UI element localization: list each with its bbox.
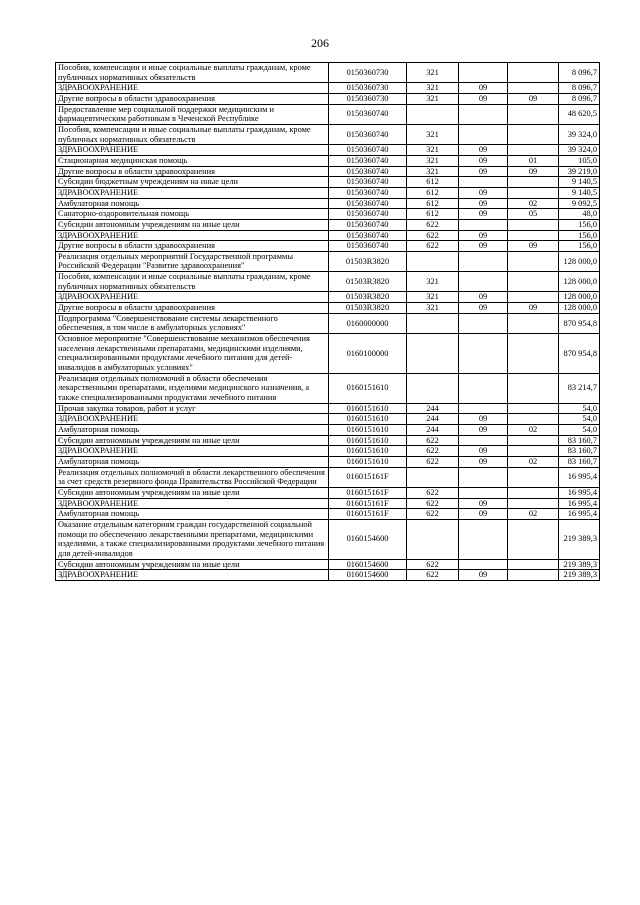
row-vr-cell: 321	[407, 63, 459, 83]
row-pr-cell: 09	[508, 93, 559, 104]
row-sum-cell: 156,0	[559, 219, 600, 230]
row-vr-cell: 612	[407, 209, 459, 220]
row-vr-cell: 321	[407, 292, 459, 303]
page-number: 206	[311, 36, 329, 50]
row-rz-cell: 09	[459, 446, 508, 457]
row-vr-cell: 612	[407, 187, 459, 198]
budget-table	[55, 62, 600, 581]
row-csr-cell: 0150360740	[329, 230, 407, 241]
row-vr-cell: 244	[407, 424, 459, 435]
table-row	[56, 272, 600, 292]
row-vr-cell: 622	[407, 498, 459, 509]
row-vr-cell: 321	[407, 303, 459, 314]
row-pr-cell: 09	[508, 303, 559, 314]
row-csr-cell: 016015161F	[329, 498, 407, 509]
row-name-cell: Санаторно-оздоровительная помощь	[56, 209, 329, 220]
row-csr-cell: 0160151610	[329, 424, 407, 435]
row-sum-cell: 156,0	[559, 241, 600, 252]
row-rz-cell: 09	[459, 303, 508, 314]
row-rz-cell	[459, 104, 508, 124]
row-pr-cell	[508, 373, 559, 403]
row-pr-cell	[508, 487, 559, 498]
row-csr-cell: 0160100000	[329, 334, 407, 374]
row-name-cell: ЗДРАВООХРАНЕНИЕ	[56, 498, 329, 509]
row-sum-cell: 870 954,8	[559, 334, 600, 374]
row-vr-cell	[407, 373, 459, 403]
row-pr-cell: 02	[508, 198, 559, 209]
row-csr-cell: 0150360730	[329, 83, 407, 94]
row-name-cell: Другие вопросы в области здравоохранения	[56, 93, 329, 104]
row-name-cell: ЗДРАВООХРАНЕНИЕ	[56, 145, 329, 156]
row-vr-cell	[407, 519, 459, 559]
row-name-cell: Другие вопросы в области здравоохранения	[56, 166, 329, 177]
row-name-cell: Амбулаторная помощь	[56, 456, 329, 467]
row-csr-cell: 0160151610	[329, 403, 407, 414]
row-sum-cell: 9 092,5	[559, 198, 600, 209]
row-rz-cell: 09	[459, 83, 508, 94]
budget-table-body	[56, 63, 600, 581]
row-csr-cell: 0160151610	[329, 373, 407, 403]
row-csr-cell: 0150360740	[329, 145, 407, 156]
row-rz-cell: 09	[459, 166, 508, 177]
row-name-cell: Другие вопросы в области здравоохранения	[56, 241, 329, 252]
row-vr-cell: 321	[407, 272, 459, 292]
row-rz-cell	[459, 435, 508, 446]
row-name-cell: Пособия, компенсации и иные социальные выплаты гражданам, кроме публичных нормативных обязательств	[56, 124, 329, 144]
row-rz-cell: 09	[459, 570, 508, 581]
row-name-cell: ЗДРАВООХРАНЕНИЕ	[56, 570, 329, 581]
row-rz-cell	[459, 124, 508, 144]
row-pr-cell: 02	[508, 509, 559, 520]
row-rz-cell: 09	[459, 209, 508, 220]
row-name-cell: Субсидии автономным учреждениям на иные цели	[56, 219, 329, 230]
row-pr-cell	[508, 446, 559, 457]
row-rz-cell: 09	[459, 145, 508, 156]
table-row	[56, 467, 600, 487]
row-vr-cell: 321	[407, 166, 459, 177]
row-sum-cell: 54,0	[559, 414, 600, 425]
row-rz-cell	[459, 334, 508, 374]
row-vr-cell: 321	[407, 93, 459, 104]
row-pr-cell	[508, 251, 559, 271]
row-vr-cell: 321	[407, 155, 459, 166]
row-name-cell: Прочая закупка товаров, работ и услуг	[56, 403, 329, 414]
row-name-cell: Реализация отдельных полномочий в области обеспечения лекарственными препаратами, изделиями медицинского назначения, а также специализированными продуктами лечебного питания	[56, 373, 329, 403]
row-csr-cell: 01503R3820	[329, 272, 407, 292]
row-pr-cell	[508, 145, 559, 156]
table-row	[56, 403, 600, 414]
row-pr-cell	[508, 435, 559, 446]
row-name-cell: ЗДРАВООХРАНЕНИЕ	[56, 414, 329, 425]
table-row	[56, 334, 600, 374]
row-csr-cell: 0150360730	[329, 63, 407, 83]
table-row	[56, 313, 600, 333]
row-sum-cell: 83 160,7	[559, 456, 600, 467]
row-vr-cell: 244	[407, 403, 459, 414]
row-sum-cell: 83 160,7	[559, 435, 600, 446]
row-csr-cell: 0160154600	[329, 559, 407, 570]
table-row	[56, 373, 600, 403]
row-pr-cell	[508, 334, 559, 374]
table-row	[56, 435, 600, 446]
row-csr-cell: 0160154600	[329, 570, 407, 581]
row-rz-cell: 09	[459, 456, 508, 467]
row-rz-cell	[459, 63, 508, 83]
row-name-cell: ЗДРАВООХРАНЕНИЕ	[56, 187, 329, 198]
row-vr-cell: 622	[407, 570, 459, 581]
row-name-cell: Другие вопросы в области здравоохранения	[56, 303, 329, 314]
row-rz-cell	[459, 559, 508, 570]
row-vr-cell: 321	[407, 124, 459, 144]
table-row	[56, 230, 600, 241]
table-row	[56, 187, 600, 198]
row-rz-cell	[459, 487, 508, 498]
row-sum-cell: 54,0	[559, 424, 600, 435]
row-csr-cell: 0160154600	[329, 519, 407, 559]
row-name-cell: Субсидии автономным учреждениям на иные цели	[56, 487, 329, 498]
table-row	[56, 292, 600, 303]
table-row	[56, 498, 600, 509]
row-vr-cell: 622	[407, 446, 459, 457]
table-row	[56, 414, 600, 425]
row-sum-cell: 48 620,5	[559, 104, 600, 124]
row-sum-cell: 83 160,7	[559, 446, 600, 457]
row-name-cell: Амбулаторная помощь	[56, 198, 329, 209]
row-rz-cell: 09	[459, 241, 508, 252]
row-csr-cell: 016015161F	[329, 487, 407, 498]
row-name-cell: ЗДРАВООХРАНЕНИЕ	[56, 83, 329, 94]
row-pr-cell	[508, 570, 559, 581]
row-csr-cell: 0160151610	[329, 435, 407, 446]
row-csr-cell: 01503R3820	[329, 292, 407, 303]
row-rz-cell	[459, 403, 508, 414]
row-name-cell: ЗДРАВООХРАНЕНИЕ	[56, 230, 329, 241]
row-sum-cell: 39 324,0	[559, 124, 600, 144]
row-sum-cell: 105,0	[559, 155, 600, 166]
row-name-cell: Предоставление мер социальной поддержки медицинским и фармацевтическим работникам в Чеченской Республике	[56, 104, 329, 124]
row-vr-cell	[407, 467, 459, 487]
table-row	[56, 177, 600, 188]
row-sum-cell: 16 995,4	[559, 467, 600, 487]
row-vr-cell: 321	[407, 83, 459, 94]
row-csr-cell: 0150360740	[329, 241, 407, 252]
row-pr-cell	[508, 403, 559, 414]
row-vr-cell: 622	[407, 435, 459, 446]
row-rz-cell: 09	[459, 198, 508, 209]
row-sum-cell: 16 995,4	[559, 498, 600, 509]
row-pr-cell	[508, 63, 559, 83]
row-rz-cell: 09	[459, 414, 508, 425]
row-rz-cell: 09	[459, 155, 508, 166]
row-pr-cell	[508, 219, 559, 230]
row-rz-cell	[459, 519, 508, 559]
table-row	[56, 145, 600, 156]
table-row	[56, 209, 600, 220]
row-vr-cell	[407, 334, 459, 374]
row-name-cell: Реализация отдельных полномочий в области лекарственного обеспечения за счет средств резервного фонда Правительства Российской Федерации	[56, 467, 329, 487]
row-rz-cell: 09	[459, 509, 508, 520]
row-pr-cell	[508, 230, 559, 241]
row-pr-cell	[508, 83, 559, 94]
row-pr-cell: 01	[508, 155, 559, 166]
row-rz-cell	[459, 219, 508, 230]
row-rz-cell: 09	[459, 93, 508, 104]
table-row	[56, 509, 600, 520]
row-sum-cell: 8 096,7	[559, 83, 600, 94]
row-vr-cell: 622	[407, 456, 459, 467]
row-pr-cell	[508, 177, 559, 188]
row-rz-cell: 09	[459, 498, 508, 509]
row-rz-cell	[459, 272, 508, 292]
row-name-cell: Стационарная медицинская помощь	[56, 155, 329, 166]
row-csr-cell: 0150360740	[329, 104, 407, 124]
row-sum-cell: 219 389,3	[559, 559, 600, 570]
row-vr-cell: 321	[407, 145, 459, 156]
row-vr-cell: 612	[407, 177, 459, 188]
row-pr-cell: 02	[508, 424, 559, 435]
row-csr-cell: 0160151610	[329, 446, 407, 457]
row-pr-cell: 02	[508, 456, 559, 467]
row-rz-cell: 09	[459, 187, 508, 198]
row-sum-cell: 128 000,0	[559, 272, 600, 292]
row-rz-cell: 09	[459, 424, 508, 435]
row-pr-cell	[508, 187, 559, 198]
row-name-cell: ЗДРАВООХРАНЕНИЕ	[56, 446, 329, 457]
row-sum-cell: 54,0	[559, 403, 600, 414]
row-rz-cell: 09	[459, 292, 508, 303]
row-vr-cell: 244	[407, 414, 459, 425]
row-vr-cell: 622	[407, 219, 459, 230]
table-row	[56, 166, 600, 177]
row-vr-cell: 622	[407, 487, 459, 498]
row-name-cell: Реализация отдельных мероприятий Государственной программы Российской Федерации "Развитие здравоохранения"	[56, 251, 329, 271]
row-pr-cell	[508, 559, 559, 570]
row-rz-cell	[459, 467, 508, 487]
row-name-cell: Пособия, компенсации и иные социальные выплаты гражданам, кроме публичных нормативных обязательств	[56, 63, 329, 83]
table-row	[56, 241, 600, 252]
row-pr-cell	[508, 104, 559, 124]
table-row	[56, 198, 600, 209]
row-name-cell: ЗДРАВООХРАНЕНИЕ	[56, 292, 329, 303]
row-vr-cell: 622	[407, 509, 459, 520]
row-pr-cell	[508, 292, 559, 303]
row-pr-cell	[508, 414, 559, 425]
row-csr-cell: 0150360740	[329, 166, 407, 177]
row-vr-cell: 622	[407, 230, 459, 241]
row-csr-cell: 0150360740	[329, 209, 407, 220]
row-name-cell: Амбулаторная помощь	[56, 424, 329, 435]
table-row	[56, 155, 600, 166]
row-sum-cell: 219 389,3	[559, 519, 600, 559]
row-pr-cell	[508, 467, 559, 487]
row-sum-cell: 83 214,7	[559, 373, 600, 403]
row-sum-cell: 128 000,0	[559, 292, 600, 303]
row-pr-cell	[508, 519, 559, 559]
row-csr-cell: 0160151610	[329, 414, 407, 425]
row-name-cell: Пособия, компенсации и иные социальные выплаты гражданам, кроме публичных нормативных обязательств	[56, 272, 329, 292]
row-sum-cell: 9 140,5	[559, 187, 600, 198]
row-sum-cell: 219 389,3	[559, 570, 600, 581]
row-vr-cell: 612	[407, 198, 459, 209]
row-csr-cell: 0160151610	[329, 456, 407, 467]
table-row	[56, 104, 600, 124]
row-vr-cell	[407, 313, 459, 333]
row-sum-cell: 9 140,5	[559, 177, 600, 188]
table-row	[56, 303, 600, 314]
table-row	[56, 83, 600, 94]
row-name-cell: Субсидии автономным учреждениям на иные цели	[56, 559, 329, 570]
row-sum-cell: 128 000,0	[559, 251, 600, 271]
row-csr-cell: 0150360740	[329, 177, 407, 188]
table-row	[56, 219, 600, 230]
row-csr-cell: 016015161F	[329, 467, 407, 487]
row-csr-cell: 01503R3820	[329, 251, 407, 271]
row-csr-cell: 0150360740	[329, 198, 407, 209]
row-sum-cell: 870 954,8	[559, 313, 600, 333]
row-pr-cell	[508, 124, 559, 144]
table-row	[56, 519, 600, 559]
row-pr-cell: 09	[508, 166, 559, 177]
row-vr-cell	[407, 104, 459, 124]
row-csr-cell: 016015161F	[329, 509, 407, 520]
row-pr-cell: 09	[508, 241, 559, 252]
table-row	[56, 124, 600, 144]
row-csr-cell: 0160000000	[329, 313, 407, 333]
row-rz-cell	[459, 251, 508, 271]
row-sum-cell: 48,0	[559, 209, 600, 220]
row-sum-cell: 8 096,7	[559, 93, 600, 104]
row-name-cell: Субсидии автономным учреждениям на иные цели	[56, 435, 329, 446]
table-row	[56, 570, 600, 581]
row-name-cell: Амбулаторная помощь	[56, 509, 329, 520]
row-sum-cell: 16 995,4	[559, 509, 600, 520]
table-row	[56, 63, 600, 83]
table-row	[56, 559, 600, 570]
row-name-cell: Субсидии бюджетным учреждениям на иные цели	[56, 177, 329, 188]
row-name-cell: Оказание отдельным категориям граждан государственной социальной помощи по обеспечению лекарственными препаратами, медицинскими изделиями, а также специализированными продуктами лечебного питания для детей-инвалидов	[56, 519, 329, 559]
table-row	[56, 456, 600, 467]
row-vr-cell: 622	[407, 559, 459, 570]
row-csr-cell: 0150360740	[329, 124, 407, 144]
row-rz-cell	[459, 373, 508, 403]
row-rz-cell	[459, 177, 508, 188]
row-csr-cell: 0150360740	[329, 187, 407, 198]
row-pr-cell	[508, 272, 559, 292]
table-row	[56, 487, 600, 498]
row-pr-cell: 05	[508, 209, 559, 220]
row-vr-cell	[407, 251, 459, 271]
row-rz-cell: 09	[459, 230, 508, 241]
row-csr-cell: 0150360730	[329, 93, 407, 104]
row-sum-cell: 39 324,0	[559, 145, 600, 156]
row-sum-cell: 16 995,4	[559, 487, 600, 498]
table-row	[56, 251, 600, 271]
row-pr-cell	[508, 498, 559, 509]
row-vr-cell: 622	[407, 241, 459, 252]
row-csr-cell: 01503R3820	[329, 303, 407, 314]
row-sum-cell: 39 219,0	[559, 166, 600, 177]
row-sum-cell: 128 000,0	[559, 303, 600, 314]
table-row	[56, 446, 600, 457]
table-row	[56, 424, 600, 435]
row-csr-cell: 0150360740	[329, 219, 407, 230]
row-sum-cell: 8 096,7	[559, 63, 600, 83]
row-rz-cell	[459, 313, 508, 333]
row-name-cell: Основное мероприятие "Совершенствование механизмов обеспечения населения лекарственными препаратами, медицинскими изделиями, специализированными продуктами лечебного питания для детей-инвалидов в амбулаторных условиях"	[56, 334, 329, 374]
table-row	[56, 93, 600, 104]
row-csr-cell: 0150360740	[329, 155, 407, 166]
row-pr-cell	[508, 313, 559, 333]
row-name-cell: Подпрограмма "Совершенствование системы лекарственного обеспечения, в том числе в амбулаторных условиях"	[56, 313, 329, 333]
row-sum-cell: 156,0	[559, 230, 600, 241]
